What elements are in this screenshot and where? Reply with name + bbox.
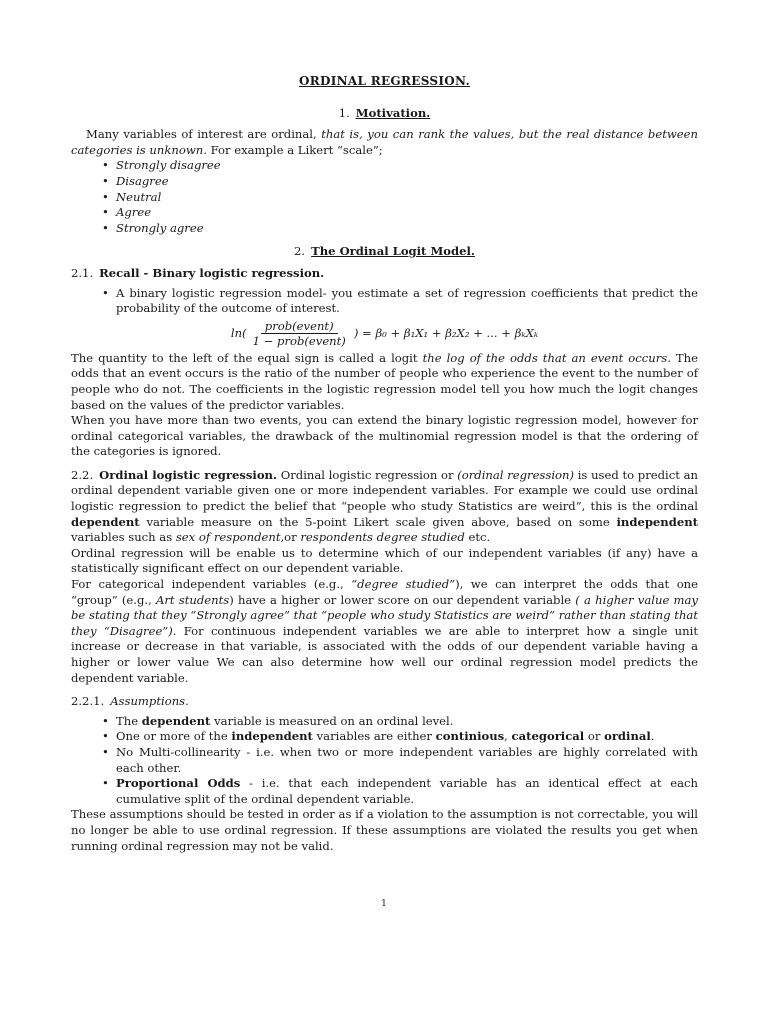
- assumptions-paragraph: These assumptions should be tested in order as if a violation to the assumption is not correctable, you will no longer be able to use ordinal regression. If these assumptions are violated the results you get when running ordinal regression may not be valid.: [71, 807, 698, 853]
- subsection-2-2-1-heading: [71, 694, 698, 710]
- subsection-number: 2.1.: [71, 265, 94, 280]
- list-item: • Neutral: [71, 190, 698, 206]
- subsection-title: Recall - Binary logistic regression.: [99, 265, 325, 280]
- formula-numerator: prob(event): [261, 319, 338, 334]
- section-1-heading: [71, 106, 698, 122]
- paragraph-text: The odds that an event occurs is the ratio of the number of people who experience the event to the number of people who do not. The coefficients in the logistic regression model tell you how much the logit changes based on the values of the predictor variables.: [71, 350, 698, 412]
- paragraph-bold: independent: [616, 514, 698, 529]
- item-text: or: [584, 729, 605, 744]
- paragraph-italic: Art students: [156, 592, 230, 607]
- paragraph-italic: respondents degree studied: [300, 530, 465, 545]
- subsection-number: 2.2.1.: [71, 694, 105, 709]
- intro-italic: that is, you can rank the values, but the real distance between categories is unknown.: [71, 127, 698, 157]
- paragraph-italic: sex of respondent: [175, 530, 281, 545]
- document-title: ORDINAL REGRESSION.: [298, 74, 471, 88]
- formula-denominator: 1 − prob(event): [252, 334, 346, 349]
- logit-formula: [71, 317, 698, 351]
- item-bold: ordinal: [604, 729, 651, 744]
- section-number: 2.: [294, 244, 306, 259]
- list-item: [71, 729, 698, 745]
- list-item: • Disagree: [71, 174, 698, 190]
- list-item: • Strongly disagree: [71, 158, 698, 174]
- item-bold: continious: [435, 729, 505, 744]
- paragraph-text: ) have a higher or lower score on our dependent variable: [229, 592, 576, 607]
- paragraph-italic: the log of the odds that an event occurs.: [422, 350, 671, 365]
- intro-text-end: For example a Likert “scale”;: [206, 142, 383, 157]
- significance-paragraph: Ordinal regression will be enable us to determine which of our independent variables (if any) have a statistically significant effect on our dependent variable.: [71, 545, 698, 576]
- paragraph-text: is used to predict an ordinal dependent variable given one or more independent variables. For example we could use ordinal logistic regression to predict the belief that “people who study Statistics are weird”, this is the ordinal: [71, 467, 698, 514]
- section-2-heading: [71, 244, 698, 260]
- item-bold: categorical: [511, 729, 585, 744]
- formula-fraction: [249, 319, 350, 348]
- item-bold: independent: [231, 729, 313, 744]
- paragraph-bold: dependent: [71, 514, 140, 529]
- paragraph-text: Ordinal logistic regression or: [277, 467, 458, 482]
- subsection-title: Ordinal logistic regression.: [99, 467, 278, 482]
- item-text: The: [116, 713, 142, 728]
- paragraph-italic: (ordinal regression): [457, 467, 575, 482]
- binary-logit-list: [71, 286, 698, 317]
- item-text: .: [650, 729, 655, 744]
- formula-rhs: ) = β₀ + β₁X₁ + β₂X₂ + ... + βₖXₖ: [353, 325, 539, 340]
- interpretation-paragraph: [71, 577, 698, 686]
- item-bold: dependent: [141, 713, 211, 728]
- paragraph-text: variable measure on the 5-point Likert scale given above, based on some: [139, 514, 617, 529]
- subsection-2-1-heading: [71, 266, 698, 282]
- subsection-number: 2.2.: [71, 467, 94, 482]
- list-item: • A binary logistic regression model- you estimate a set of regression coefficients that predict the probability of the outcome of interest.: [71, 286, 698, 317]
- intro-paragraph: [71, 127, 698, 158]
- item-text: One or more of the: [116, 729, 232, 744]
- document-page: [71, 74, 698, 854]
- subsection-title: Assumptions.: [110, 694, 189, 709]
- multinomial-paragraph: When you have more than two events, you can extend the binary logistic regression model, however for ordinal categorical variables, the drawback of the multinomial regression model is that the ordering of the categories is ignored.: [71, 413, 698, 459]
- paragraph-text: ), we can interpret the odds that one “group” (e.g.,: [71, 577, 698, 607]
- paragraph-text: etc.: [464, 530, 491, 545]
- assumptions-list: [71, 714, 698, 808]
- page-number: 1: [381, 899, 387, 909]
- formula-lhs: ln(: [230, 325, 247, 340]
- list-item: [71, 714, 698, 730]
- paragraph-text: ,or: [280, 530, 301, 545]
- paragraph-italic: “degree studied”: [351, 577, 456, 592]
- logit-paragraph: [71, 351, 698, 413]
- paragraph-text: For continuous independent variables we are able to interpret how a single unit increase or decrease in that variable, is associated with the odds of our dependent variable having a higher or lower value We can also determine how well our ordinal regression model predicts the dependent variable.: [71, 623, 698, 685]
- paragraph-text: For categorical independent variables (e.g.,: [71, 577, 352, 592]
- intro-text: Many variables of interest are ordinal,: [86, 127, 322, 142]
- section-title: Motivation.: [355, 105, 431, 120]
- item-text: ,: [504, 729, 512, 744]
- subsection-2-2-paragraph: [71, 468, 698, 546]
- paragraph-text: variables such as: [71, 530, 176, 545]
- item-bold: Proportional Odds: [116, 776, 241, 791]
- paragraph-italic: ( a higher value may be stating that they “Strongly agree” that “people who study Statistics are weird” rather than stating that they “Disagree”).: [71, 592, 698, 638]
- list-item: • Agree: [71, 205, 698, 221]
- item-text: - i.e. that each independent variable has an identical effect at each cumulative split of the ordinal dependent variable.: [116, 776, 698, 806]
- list-item: • Strongly agree: [71, 221, 698, 237]
- list-item: [71, 776, 698, 807]
- list-item: • No Multi-collinearity - i.e. when two or more independent variables are highly correlated with each other.: [71, 745, 698, 776]
- item-text: variables are either: [312, 729, 436, 744]
- paragraph-text: The quantity to the left of the equal sign is called a logit: [71, 350, 423, 365]
- section-number: 1.: [338, 105, 350, 120]
- likert-list: [71, 158, 698, 236]
- section-title: The Ordinal Logit Model.: [311, 244, 475, 259]
- item-text: variable is measured on an ordinal level.: [210, 713, 454, 728]
